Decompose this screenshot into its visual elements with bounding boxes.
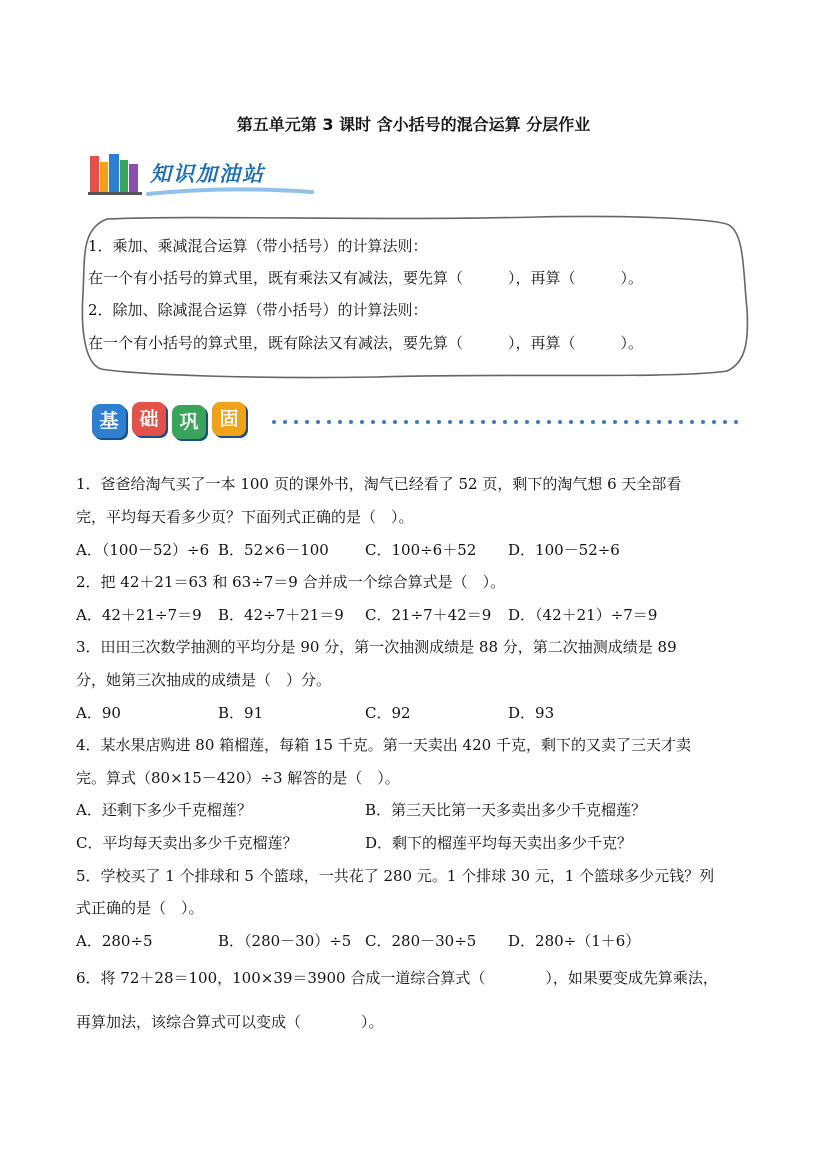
divider-dot — [580, 420, 584, 424]
divider-dot — [349, 420, 353, 424]
q1-line-1: 1．爸爸给淘气买了一本 100 页的课外书，淘气已经看了 52 页，剩下的淘气想 6 天全部看 — [76, 475, 682, 493]
divider-dot — [701, 420, 705, 424]
divider-dot — [371, 420, 375, 424]
divider-dot — [547, 420, 551, 424]
knowledge-line-2: 在一个有小括号的算式里，既有乘法又有减法，要先算（ ），再算（ ）。 — [88, 269, 644, 287]
q4-line-2: 完。算式（80×15－420）÷3 解答的是（ ）。 — [76, 769, 400, 787]
q1-option-d: D．100－52÷6 — [508, 541, 620, 559]
divider-dot — [393, 420, 397, 424]
knowledge-banner — [88, 150, 318, 198]
divider-dot — [668, 420, 672, 424]
q1-option-b: B．52×6－100 — [218, 541, 329, 559]
q3-option-b: B．91 — [218, 704, 264, 722]
divider-dot — [316, 420, 320, 424]
divider-dot — [635, 420, 639, 424]
banner-swoosh — [146, 186, 316, 198]
divider-dot — [459, 420, 463, 424]
q4-option-c: C．平均每天卖出多少千克榴莲？ — [76, 834, 298, 852]
q4-option-b: B．第三天比第一天多卖出多少千克榴莲？ — [365, 801, 647, 819]
basics-chip-3: 巩 — [172, 405, 206, 439]
divider-dot — [437, 420, 441, 424]
divider-dot — [690, 420, 694, 424]
divider-dot — [426, 420, 430, 424]
q1-line-2: 完，平均每天看多少页？下面列式正确的是（ ）。 — [76, 508, 414, 526]
q4-option-d: D．剩下的榴莲平均每天卖出多少千克？ — [365, 834, 633, 852]
divider-dot — [712, 420, 716, 424]
divider-dot — [679, 420, 683, 424]
divider-dot — [481, 420, 485, 424]
q3-option-d: D．93 — [508, 704, 555, 722]
divider-dot — [404, 420, 408, 424]
q1-option-a: A．（100－52）÷6 — [76, 541, 210, 559]
q3-line-1: 3．田田三次数学抽测的平均分是 90 分，第一次抽测成绩是 88 分，第二次抽测成绩是 89 — [76, 638, 677, 656]
basics-chip-2: 础 — [132, 402, 166, 436]
q5-option-b: B．（280－30）÷5 — [218, 932, 352, 950]
q6-line-2: 再算加法，该综合算式可以变成（ ）。 — [76, 1013, 384, 1031]
q2-option-d: D．（42＋21）÷7＝9 — [508, 606, 658, 624]
q5-option-a: A．280÷5 — [76, 932, 153, 950]
divider-dot — [646, 420, 650, 424]
divider-dot — [338, 420, 342, 424]
divider-dot — [734, 420, 738, 424]
divider-dot — [448, 420, 452, 424]
q5-option-d: D．280÷（1＋6） — [508, 932, 641, 950]
knowledge-label: 知识加油站 — [150, 162, 265, 186]
q4-option-a: A．还剩下多少千克榴莲？ — [76, 801, 252, 819]
divider-dot — [602, 420, 606, 424]
divider-dot — [569, 420, 573, 424]
divider-dot — [536, 420, 540, 424]
divider-dot — [272, 420, 276, 424]
divider-dot — [305, 420, 309, 424]
divider-dot — [558, 420, 562, 424]
divider-dot — [294, 420, 298, 424]
q3-option-c: C．92 — [365, 704, 411, 722]
divider-dot — [503, 420, 507, 424]
q2-option-a: A．42＋21÷7＝9 — [76, 606, 202, 624]
q2-option-c: C．21÷7＋42＝9 — [365, 606, 492, 624]
divider-dot — [360, 420, 364, 424]
basics-chip-4: 固 — [212, 402, 246, 436]
q3-line-2: 分，她第三次抽成的成绩是（ ）分。 — [76, 671, 332, 689]
divider-dot — [514, 420, 518, 424]
divider-dot — [470, 420, 474, 424]
q2-option-b: B．42÷7＋21＝9 — [218, 606, 344, 624]
page-title: 第五单元第 3 课时 含小括号的混合运算 分层作业 — [236, 115, 591, 134]
divider-dot — [613, 420, 617, 424]
q4-line-1: 4．某水果店购进 80 箱榴莲，每箱 15 千克。第一天卖出 420 千克，剩下的又卖了三天才卖 — [76, 736, 691, 754]
divider-dot — [723, 420, 727, 424]
basics-banner — [92, 402, 272, 444]
divider-dot — [591, 420, 595, 424]
divider-dot — [415, 420, 419, 424]
q3-option-a: A．90 — [76, 704, 121, 722]
divider-dot — [525, 420, 529, 424]
q5-line-1: 5．学校买了 1 个排球和 5 个篮球，一共花了 280 元。1 个排球 30 元，1 个篮球多少元钱？列 — [76, 867, 715, 885]
divider-dot — [657, 420, 661, 424]
divider-dot — [327, 420, 331, 424]
divider-dot — [492, 420, 496, 424]
q6-line-1: 6．将 72＋28＝100，100×39＝3900 合成一道综合算式（ ），如果要变成先算乘法， — [76, 969, 718, 987]
basics-chip-1: 基 — [92, 404, 126, 438]
q5-line-2: 式正确的是（ ）。 — [76, 899, 204, 917]
knowledge-line-4: 在一个有小括号的算式里，既有除法又有减法，要先算（ ），再算（ ）。 — [88, 334, 644, 352]
divider-dot — [283, 420, 287, 424]
q2-line-1: 2．把 42＋21＝63 和 63÷7＝9 合并成一个综合算式是（ ）。 — [76, 573, 506, 591]
q5-option-c: C．280－30÷5 — [365, 932, 477, 950]
q1-option-c: C．100÷6＋52 — [365, 541, 477, 559]
knowledge-line-3: 2．除加、除减混合运算（带小括号）的计算法则： — [88, 301, 428, 319]
knowledge-line-1: 1．乘加、乘减混合运算（带小括号）的计算法则： — [88, 237, 428, 255]
divider-dot — [382, 420, 386, 424]
divider-dot — [624, 420, 628, 424]
books-icon — [88, 152, 144, 196]
